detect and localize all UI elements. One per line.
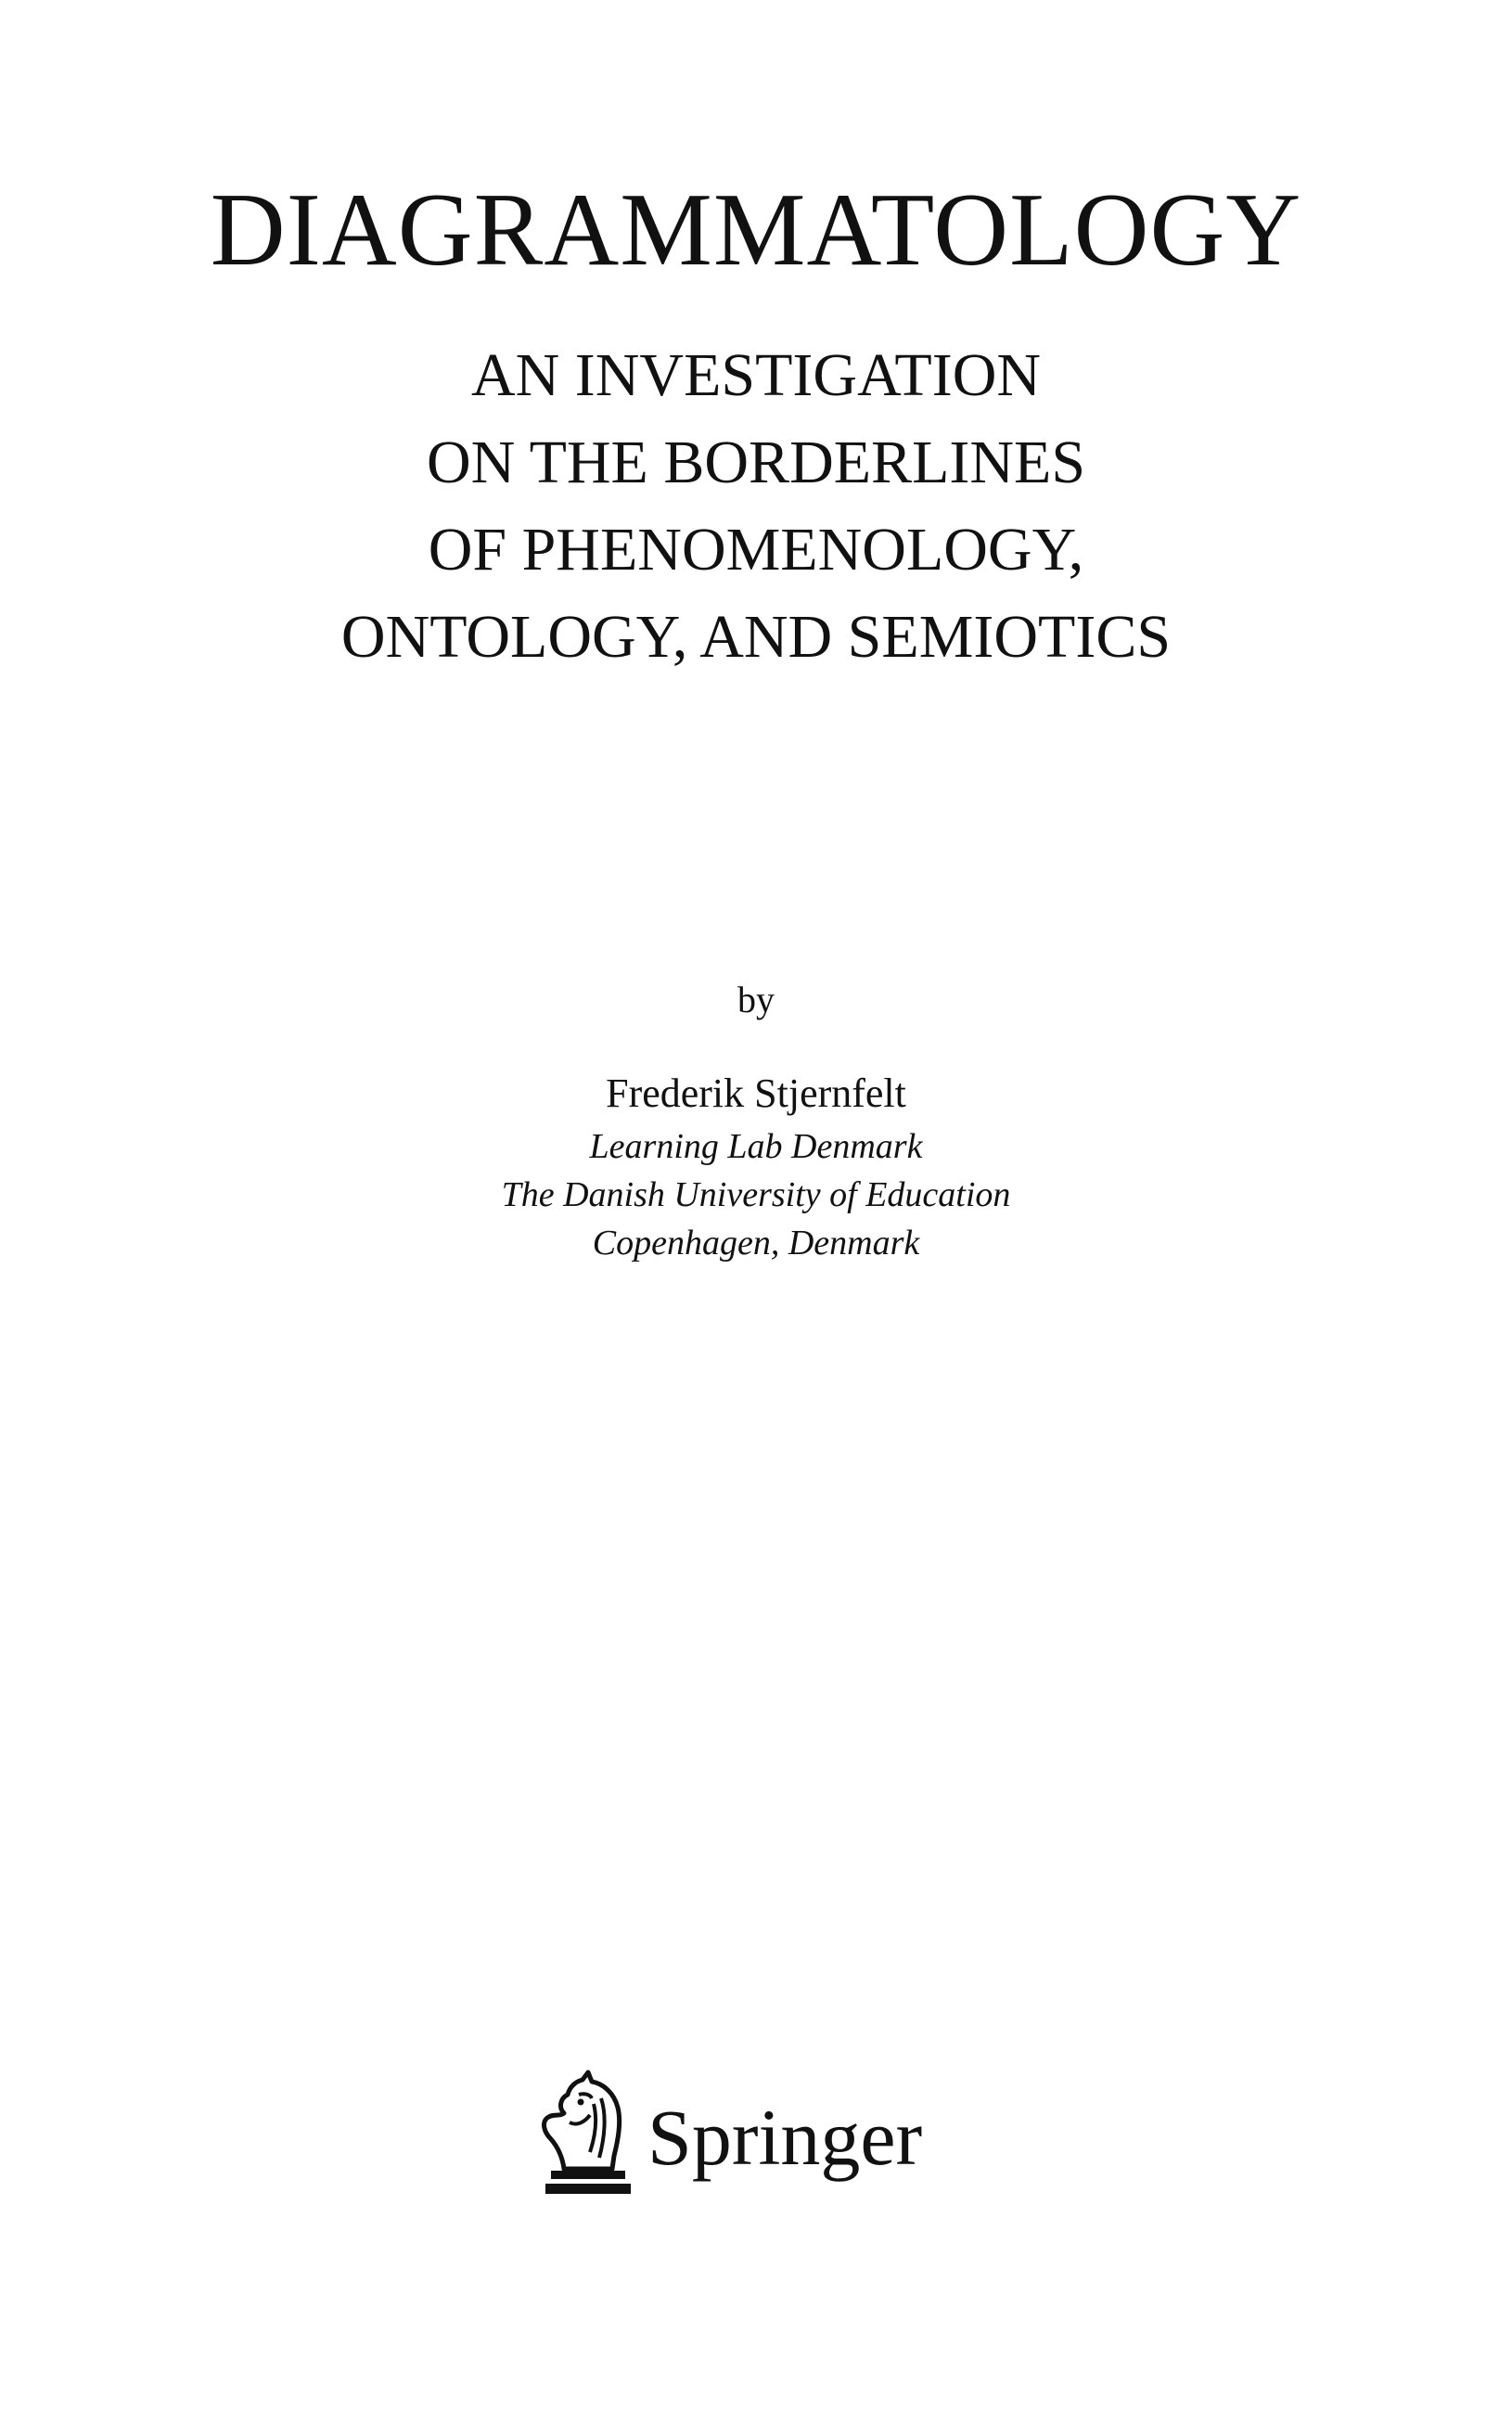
subtitle-line: AN INVESTIGATION bbox=[470, 341, 1042, 409]
publisher-logo bbox=[536, 2067, 981, 2197]
by-label: by bbox=[737, 979, 775, 1020]
subtitle-line: ON THE BORDERLINES bbox=[426, 429, 1086, 496]
author-affiliation-line: The Danish University of Education bbox=[501, 1175, 1011, 1214]
author-name: Frederik Stjernfelt bbox=[606, 1070, 906, 1116]
author-affiliation-line: Copenhagen, Denmark bbox=[592, 1224, 920, 1263]
springer-knight-icon bbox=[536, 2067, 638, 2197]
subtitle-line: ONTOLOGY, AND SEMIOTICS bbox=[340, 603, 1172, 671]
publisher-name: Springer bbox=[647, 2093, 923, 2182]
book-subtitle bbox=[0, 332, 1512, 681]
subtitle-line: OF PHENOMENOLOGY, bbox=[428, 516, 1084, 583]
author-affiliation-line: Learning Lab Denmark bbox=[589, 1127, 923, 1166]
book-title: DIAGRAMMATOLOGY bbox=[210, 173, 1302, 288]
author-block bbox=[0, 1065, 1512, 1267]
